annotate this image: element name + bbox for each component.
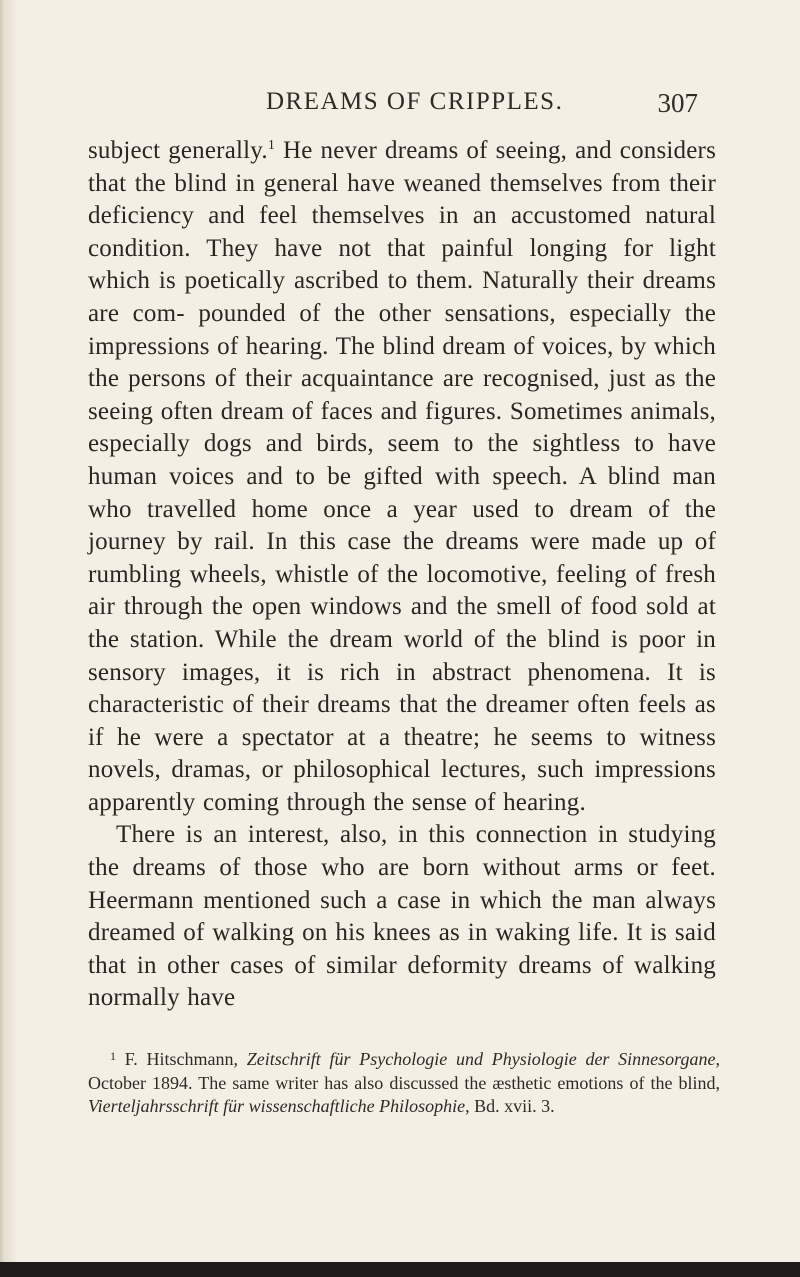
footnote-marker: 1 (110, 1049, 116, 1063)
footnote-reference: 1 (267, 138, 276, 153)
paragraph-1-rest: He never dreams of seeing, and considers that the blind in general have weaned themselves from their deficiency and feel themselves in an accustomed natural condition. They have not that painful longing for light which is poetically ascribed to them. Naturally their dreams are com- pounded of the other sensations, especially the impressions of hearing. The blind dream of voices, by which the persons of their acquaintance are recognised, just as the seeing often dream of faces and figures. Sometimes animals, especially dogs and birds, seem to the sightless to have human voices and to be gifted with speech. A blind man who travelled home once a year used to dream of the journey by rail. In this case the dreams were made up of rumbling wheels, whistle of the locomotive, feeling of fresh air through the open windows and the smell of food sold at the station. While the dream world of the blind is poor in sensory images, it is rich in abstract phenomena. It is characteristic of their dreams that the dreamer often feels as if he were a spectator at a theatre; he seems to witness novels, dramas, or philosophical lectures, such impressions apparently coming through the sense of hearing. (88, 137, 716, 816)
binding-edge (0, 0, 6, 1277)
page-header (88, 88, 728, 128)
page-number: 307 (657, 88, 698, 118)
paragraph-1-start: subject generally. (88, 137, 268, 164)
footnote-journal-2: Vierteljahrsschrift für wissenschaftliche Philosophie (88, 1096, 466, 1116)
footnote-text-2: , Bd. xvii. 3. (465, 1096, 555, 1116)
bottom-edge-band (0, 1262, 800, 1277)
paragraph-2: There is an interest, also, in this connection in studying the dreams of those who are born without arms or feet. Heermann mentioned such a case in which the man always dreamed of walking on his knees as in waking life. It is said that in other cases of similar deformity dreams of walking normally have (88, 821, 716, 1012)
footnote-text-1: , October 1894. The same writer has also discussed the æsthetic emotions of the blind, (88, 1049, 720, 1093)
body-text (88, 135, 716, 1015)
footnote-journal-1: Zeitschrift für Psychologie und Physiologie der Sinnesorgane (246, 1049, 716, 1069)
footnote-author: F. Hitschmann, (116, 1049, 247, 1069)
footnote-1 (88, 1048, 720, 1119)
running-head: DREAMS OF CRIPPLES. (266, 88, 564, 115)
paragraph-1 (88, 135, 716, 819)
footnotes (88, 1048, 720, 1119)
